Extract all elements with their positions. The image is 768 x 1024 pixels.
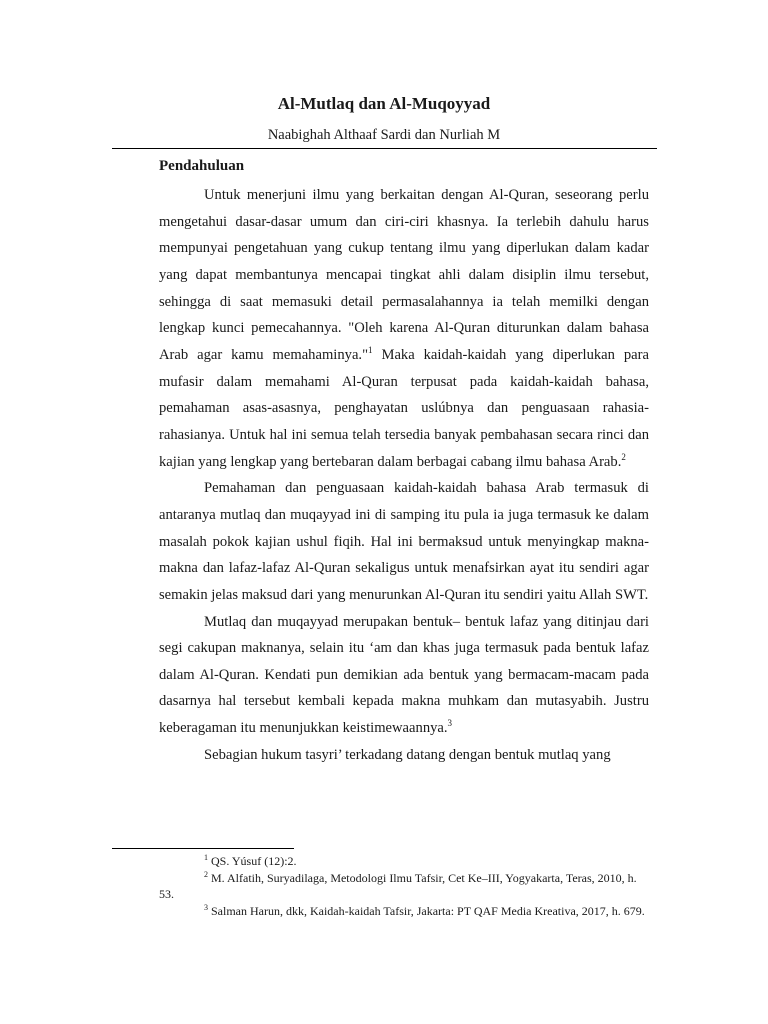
header-divider: [112, 148, 657, 149]
paragraph-4: [159, 742, 649, 769]
footnote-text-1: QS. Yúsuf (12):2.: [211, 854, 297, 868]
footnote-text-3: Salman Harun, dkk, Kaidah-kaidah Tafsir, Jakarta: PT QAF Media Kreativa, 2017, h. 679.: [211, 903, 645, 918]
footnote-text-2: M. Alfatih, Suryadilaga, Metodologi Ilmu Tafsir, Cet Ke–III, Yogyakarta, Teras, 2010, h. 53.: [159, 870, 637, 901]
footnote-1: [159, 853, 649, 870]
section-heading: Pendahuluan: [159, 158, 245, 174]
footnote-divider: [112, 848, 294, 849]
paragraph-1-text-b: Maka kaidah-kaidah yang diperlukan para mufasir dalam memahami Al-Quran terpusat pada kaidah-kaidah bahasa, pemahaman asas-asasnya, penghayatan uslúbnya dan penguasaan rahasia-rahasianya. Untuk hal ini semua telah tersedia banyak pembahasan secara rinci dan kajian yang lengkap yang bertebaran dalam berbagai cabang ilmu bahasa Arab.: [159, 346, 649, 470]
paragraph-2: [159, 475, 649, 608]
footnote-number-2: 2: [204, 869, 208, 879]
paragraph-3-text: Mutlaq dan muqayyad merupakan bentuk– bentuk lafaz yang ditinjau dari segi cakupan maknanya, selain itu ‘am dan khas juga termasuk pada bentuk lafaz dalam Al-Quran. Kendati pun demikian ada bentuk yang bermacam-macam pada dasarnya hal tersebut kembali kepada makna muhkam dan mutasyabih. Justru keberagaman itu menunjukkan keistimewaannya.: [159, 613, 649, 737]
paragraph-2-text: Pemahaman dan penguasaan kaidah-kaidah bahasa Arab termasuk di antaranya mutlaq dan muqayyad ini di samping itu pula ia juga termasuk ke dalam masalah pokok kajian ushul fiqih. Hal ini bermaksud untuk menyingkap makna-makna dan lafaz-lafaz Al-Quran sekaligus untuk menafsirkan ayat itu sendiri agar semakin jelas maksud dari yang menurunkan Al-Quran itu sendiri yaitu Allah SWT.: [159, 480, 649, 603]
footnote-ref-1[interactable]: 1: [368, 345, 373, 356]
document-title: Al-Mutlaq dan Al-Muqoyyad: [277, 94, 491, 113]
document-authors: Naabighah Althaaf Sardi dan Nurliah M: [267, 127, 501, 143]
footnote-ref-2[interactable]: 2: [621, 451, 626, 462]
paragraph-1-text-a: Untuk menerjuni ilmu yang berkaitan dengan Al-Quran, seseorang perlu mengetahui dasar-dasar umum dan ciri-ciri khasnya. Ia terlebih dahulu harus mempunyai pengetahuan yang cukup tentang ilmu yang diperlukan dalam kadar yang dapat membantunya mencapai tingkat ahli dalam disiplin ilmu tersebut, sehingga di saat memasuki detail permasalahannya ia telah memilki dengan lengkap kunci pemecahannya. "Oleh karena Al-Quran diturunkan dalam bahasa Arab agar kamu memahaminya.": [159, 187, 649, 363]
footnote-2: [159, 870, 649, 903]
footnote-number-1: 1: [204, 853, 208, 862]
footnote-number-3: 3: [204, 902, 208, 912]
footnote-3: [159, 903, 649, 920]
footnotes: [159, 853, 649, 919]
footnote-ref-3[interactable]: 3: [447, 718, 453, 729]
paragraph-1: [159, 182, 649, 475]
body-text: [159, 182, 649, 768]
paragraph-4-text: Sebagian hukum tasyri’ terkadang datang dengan bentuk mutlaq yang: [204, 746, 611, 763]
paragraph-3: [159, 609, 649, 742]
